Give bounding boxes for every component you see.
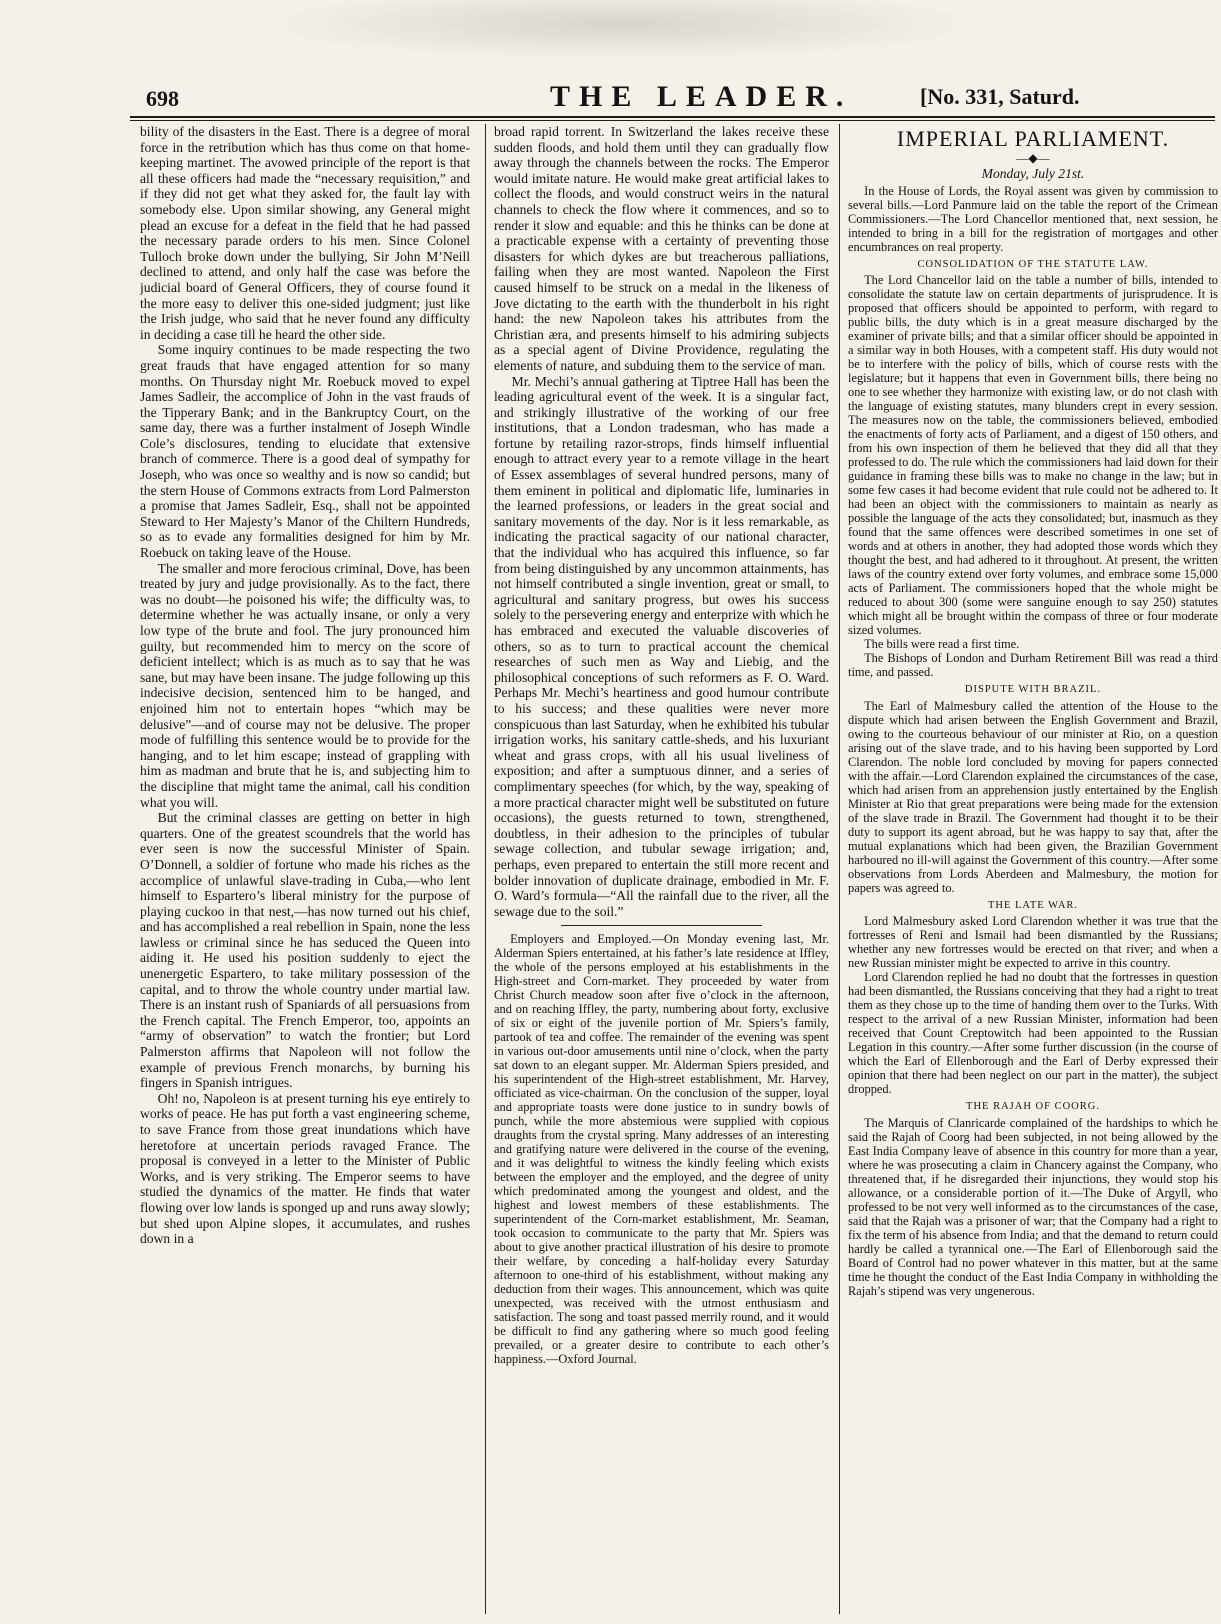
newspaper-title: THE LEADER. [550, 80, 853, 113]
article-separator [561, 925, 762, 926]
subheading-coorg: THE RAJAH OF COORG. [966, 1101, 1100, 1113]
col1-paragraph-1: bility of the disasters in the East. There is a degree of moral force in the retribution which has thus come on that home-keeping martinet. The avowed principle of the report is that all these officers had made the “necessary requisition,” and if they did not get what they asked for, the fault lay with somebody else. Upon similar showing, any General might plead an excuse for a defeat in the field that he had passed the necessary parade orders to his men. Since Colonel Tulloch broke down under the bullying, Sir John M’Neill declined to attend, and only half the case was before the judicial board of General Officers, they of course found it the more easy to deliver this one-sided judgment; just like the Irish judge, who said that he never found any difficulty in deciding a case till he heard the other side. [140, 124, 470, 342]
page-number: 698 [146, 86, 179, 111]
column-3 [848, 124, 1218, 1614]
subheading-brazil: DISPUTE WITH BRAZIL. [964, 684, 1102, 696]
masthead-rule-thin [130, 120, 1215, 121]
col1-paragraph-3: The smaller and more ferocious criminal, Dove, has been treated by jury and judge provisionally. As to the fact, there was no doubt—he poisoned his wife; the difficulty was, to determine whether he was actually insane, or only a very low type of the brute and fool. The jury pronounced him guilty, but recommended him to mercy on the score of deficient intellect; which is as much as to say that he was sane, but may have been insane. The judge following up this indecisive decision, sentenced him to be hanged, and enjoined him not to entertain hopes “which may be delusive”—and of course may not be delusive. The proper mode of fulfilling this sentence would be to provide for the hanging, and to let him escape; instead of grappling with him as madman and brute that he is, and subjecting him to the discipline that might tame the animal, call his condition what you will. [140, 560, 470, 810]
col3-paragraph-8: The Marquis of Clanricarde complained of the hardships to which he said the Rajah of Coorg had been subjected, in not being allowed by the East India Company leave of absence in this country for more than a year, where he was prosecuting a claim in Chancery against the Company, who threatened that, if he disregarded their injunctions, they would stop his allowance, or a considerable portion of it.—The Duke of Argyll, who professed to be not very well informed as to the circumstances of the case, said that the Rajah was a prisoner of war; that the Company had a right to fix the term of his absence from India; and that the demand to return could hardly be called a tyrannical one.—The Earl of Ellenborough said the Board of Control had no power whatever in this matter, but at the same time he thought the conduct of the East India Company in withholding the Rajah’s stipend was very ungenerous. [848, 1115, 1218, 1298]
col2-paragraph-1: broad rapid torrent. In Switzerland the lakes receive these sudden floods, and hold them until they can gradually flow away through the channels between the rocks. The Emperor would imitate nature. He would make great artificial lakes to collect the floods, and would construct weirs in the natural channels to check the flow where it commences, and so to render it slow and equable: and this he thinks can be done at a practicable expense with a certainty of preventing those disasters for which dykes are but treacherous palliations, failing when they are most wanted. Napoleon the First caused himself to be struck on a medal in the likeness of Jove dictating to the earth with the thunderbolt in his right hand: the new Napoleon takes his attributes from the Christian æra, and presents himself to his admiring subjects as a special agent of Divine Providence, regulating the elements of nature, and subduing them to the service of man. [494, 124, 829, 373]
col1-paragraph-5: Oh! no, Napoleon is at present turning his eye entirely to works of peace. He has put forth a vast engineering scheme, to save France from those great inundations which have heretofore at uncertain periods ravaged France. The proposal is conveyed in a letter to the Minister of Public Works, and is very striking. The Emperor seems to have studied the dynamics of the matter. He finds that water flowing over low lands is sponged up and runs away slowly; but shed upon Alpine slopes, it accumulates, and rushes down in a [140, 1090, 470, 1247]
col3-paragraph-4: The Bishops of London and Durham Retirement Bill was read a third time, and passed. [848, 651, 1218, 680]
col2-paragraph-2: Mr. Mechi’s annual gathering at Tiptree Hall has been the leading agricultural event of the week. It is a singular fact, and strikingly illustrative of the working of our free institutions, that a London tradesman, who has made a fortune by retailing razor-strops, finds himself influential enough to attract every year to a remote village in the heart of Essex assemblages of several hundred persons, many of them eminent in political and diplomatic life, luminaries in the learned professions, or leaders in the great social and sanitary movements of the day. Nor is it less remarkable, as indicating the practical sagacity of our national character, that the individual who has acquired this influence, so far from being distinguished by any uncommon attainments, has not himself contributed a single invention, great or small, to agricultural and sanitary progress, but owes his success solely to the persevering energy and enterprize with which he has embraced and executed the valuable discoveries of others, so as to turn to practical account the chemical researches of such men as Way and Liebig, and the philosophical conceptions of such reformers as F. O. Ward. Perhaps Mr. Mechi’s heartiness and good humour contribute to his success; and these qualities were never more conspicuous than last Saturday, when he exhibited his tubular irrigation works, his sanitary cattle-sheds, and his luxuriant wheat and grass crops, with all his usual liveliness of exposition; and after a sumptuous dinner, and a series of complimentary speeches (for which, by the way, speaking of a more practical character might well be substituted on future occasions), the guests returned to town, strengthened, doubtless, in their adhesion to the principles of tubular sewage collection, and tubular sewage irrigation; and, perhaps, even prepared to entertain the still more recent and bolder innovation of duplicate drainage, embodied in Mr. F. O. Ward’s formula—“All the rainfall due to the river, all the sewage due to the soil.” [494, 373, 829, 919]
col1-paragraph-4: But the criminal classes are getting on better in high quarters. One of the greatest scoundrels that the world has ever seen is now the successful Minister of Spain. O’Donnell, a soldier of fortune who made his riches as the accomplice of unlawful slave-trading in Cuba,—who lent himself to Espartero’s liberal ministry for the purpose of playing cuckoo in that nest,—has now turned out his chief, and has accomplished a real rebellion in Spain, none the less lawless or criminal since he has seduced the Queen into aiding it. He used his position suddenly to eject the unenergetic Espartero, to take military possession of the capital, and to throw the whole country under martial law. There is an instant rush of Spaniards of all persuasions from the French capital. The French Emperor, too, appoints an “army of observation” to watch the frontier; but Lord Palmerston affirms that Napoleon will not follow the example of previous French monarchs, by burning his fingers in Spanish intrigues. [140, 810, 470, 1091]
col3-paragraph-3: The bills were read a first time. [864, 637, 1020, 652]
col3-paragraph-1: In the House of Lords, the Royal assent was given by commission to several bills.—Lord Panmure laid on the table the report of the Crimean Commissioners.—The Lord Chancellor mentioned that, next session, he intended to bring in a bill for the registration of mortgages and other encumbrances on real property. [848, 183, 1218, 254]
masthead [130, 76, 1210, 116]
column-1 [140, 124, 470, 1614]
session-date: Monday, July 21st. [981, 166, 1085, 181]
section-heading: IMPERIAL PARLIAMENT. [896, 126, 1170, 151]
masthead-rule [130, 116, 1215, 118]
ornament-divider: —◆— [1016, 151, 1050, 165]
page-stain [260, 0, 980, 60]
column-divider-1 [485, 124, 486, 1614]
col3-paragraph-5: The Earl of Malmesbury called the attention of the House to the dispute which had arisen between the English Government and Brazil, owing to the courteous behaviour of our minister at Rio, on a question arising out of the slave trade, and to his having been supported by Lord Clarendon. The noble lord concluded by moving for papers connected with the affair.—Lord Clarendon explained the circumstances of the case, which had arisen from an apprehension justly entertained by the English Minister at Rio that great preparations were being made for the extension of the slave trade in Brazil. The Government had thought it to be their duty to support its agent abroad, but he was happy to say that, after the mutual explanations which had been given, the Brazilian Government harboured no ill-will against the Government of this country.—After some observations from Lords Aberdeen and Malmesbury, the motion for papers was agreed to. [848, 698, 1218, 895]
subheading-statute-law: CONSOLIDATION OF THE STATUTE LAW. [917, 258, 1149, 270]
issue-label: [No. 331, Saturd. [920, 84, 1080, 109]
col3-paragraph-7: Lord Clarendon replied he had no doubt that the fortresses in question had been dismantled, the Russians conceiving that they had a right to treat them as they chose up to the time of handing them over to the Turks. With respect to the arrival of a new Russian Minister, information had been received that Count Creptowitch had been appointed to the Russian Legation in this country.—After some further discussion (in the course of which the Earl of Ellenborough and the Earl of Derby expressed their opinion that there had been neglect on our part in the matter), the subject dropped. [848, 970, 1218, 1097]
col3-paragraph-2: The Lord Chancellor laid on the table a number of bills, intended to consolidate the statute law on certain departments of jurisprudence. It is proposed that officers should be appointed to perform, with regard to public bills, the duty which is in a great measure discharged by the examiner of private bills; and that a similar officer should be appointed in a similar way in both Houses, with a competent staff. His duty would not be to interfere with the policy of bills, which of course rests with the legislature; but it happens that even in Government bills, there being no one to see whether they harmonize with existing law, or do not clash with the language of existing statutes, many blunders crept in every session. The measures now on the table, the commissioners believed, embodied the enactments of forty acts of Parliament, and a digest of 150 others, and from his own inspection of them he believed that they did all that they professed to do. The rule which the commissioners had laid down for their guidance in framing these bills was to make no change in the law; but in some few cases it had become evident that rule could not be adhered to. It had been an object with the commissioners to maintain as nearly as possible the language of the acts they consolidated; but, inasmuch as they found that the same offences were described sometimes in one set of words and at others in another, they had adopted those words which they thought the best, and had adhered to it throughout. At present, the written laws of the country extend over forty volumes, and embrace some 15,000 acts of Parliament. The commissioners hoped that the whole might be reduced to about 300 (some were sanguine enough to say 250) statutes which might all be brought within the compass of three or four moderate sized volumes. [848, 273, 1218, 638]
col1-paragraph-2: Some inquiry continues to be made respecting the two great frauds that have engaged attention for so many months. On Thursday night Mr. Roebuck moved to expel James Sadleir, the accomplice of John in the vast frauds of the Tipperary Bank; and in the Bankruptcy Court, on the same day, there was a further instalment of Joseph Windle Cole’s disclosures, tending to elucidate that extensive branch of commerce. There is a good deal of sympathy for Joseph, who was once so wealthy and is now so candid; but the stern House of Commons extracts from Lord Palmerston a promise that James Sadleir, Esq., shall not be appointed Steward to Her Majesty’s Manor of the Chiltern Hundreds, so as to evade any formalities designed for him by Mr. Roebuck on taking leave of the House. [140, 342, 470, 561]
column-2 [494, 124, 829, 1614]
col3-paragraph-6: Lord Malmesbury asked Lord Clarendon whether it was true that the fortresses of Reni and Ismail had been dismantled by the Russians; whether any new fortresses would be erected on that river; and when a new Russian minister might be expected to arrive in this country. [848, 914, 1218, 971]
employers-article: Employers and Employed.—On Monday evening last, Mr. Alderman Spiers entertained, at his father’s late residence at Iffley, the whole of the persons employed at his establishments in the High-street and Corn-market. They proceeded by water from Christ Church meadow soon after five o’clock in the afternoon, and on reaching Iffley, the party, numbering about forty, exclusive of six or eight of the juvenile portion of Mr. Spiers’s family, partook of tea and coffee. The remainder of the evening was spent in various out-door amusements until nine o’clock, when the party sat down to an elegant supper. Mr. Alderman Spiers presided, and his superintendent of the High-street establishment, Mr. Harvey, officiated as vice-chairman. On the conclusion of the supper, loyal and appropriate toasts were done justice to in sundry bowls of punch, while the more abstemious were supplied with copious draughts from the crystal spring. Many addresses of an interesting and gratifying nature were delivered in the course of the evening, and it was delightful to witness the kindly feeling which exists between the employer and the employed, and the degree of unity which predominated among the youngest and oldest, and the highest and lowest members of these establishments. The superintendent of the Corn-market establishment, Mr. Seaman, took occasion to communicate to the party that Mr. Spiers was about to give another practical illustration of his desire to promote their welfare, by conceding a half-holiday every Saturday afternoon to one-third of his establishment, without making any deduction from their wages. This announcement, which was quite unexpected, was received with the utmost enthusiasm and satisfaction. The song and toast passed merrily round, and it would be difficult to find any gathering where so much good feeling prevailed, or a greater desire to contribute to each other’s happiness.—Oxford Journal. [494, 932, 829, 1367]
subheading-late-war: THE LATE WAR. [987, 899, 1079, 911]
column-divider-2 [839, 124, 840, 1614]
